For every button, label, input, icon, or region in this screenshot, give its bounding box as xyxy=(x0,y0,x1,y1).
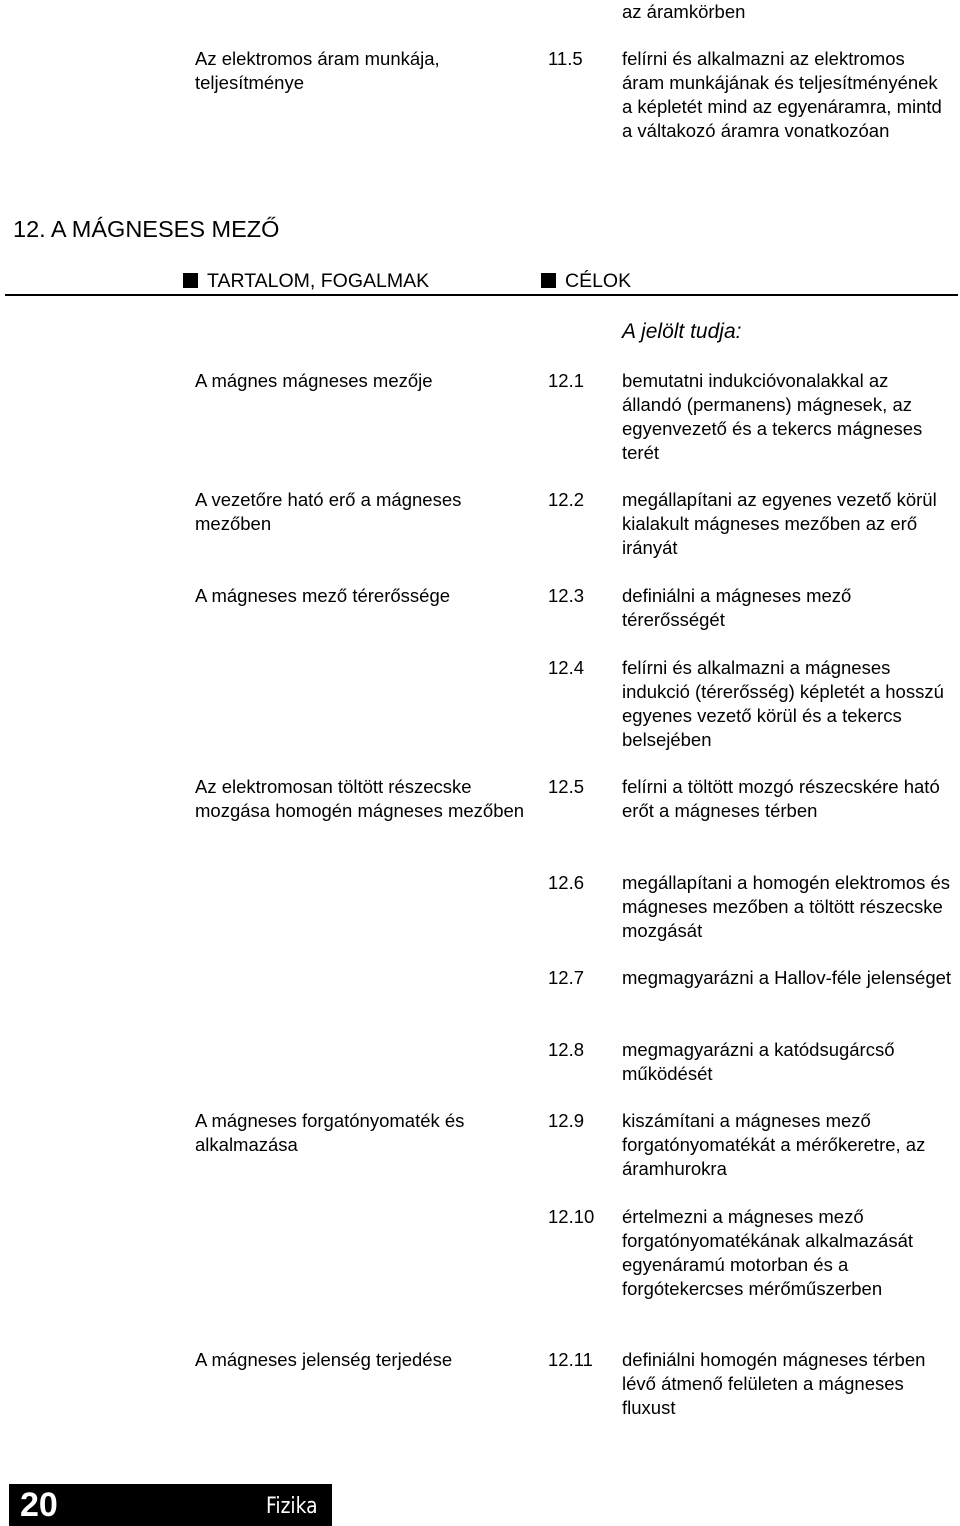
goal-text: megállapítani a homogén elektromos és mágneses mezőben a töltött részecske mozgását xyxy=(622,872,951,941)
goal-number: 12.6 xyxy=(548,872,585,893)
content-column-header xyxy=(183,268,429,294)
subject-label: Fizika xyxy=(266,1494,318,1519)
content-item: A mágnes mágneses mezője xyxy=(195,370,433,391)
square-bullet-icon xyxy=(183,273,198,288)
page-number: 20 xyxy=(20,1486,58,1524)
goal-text: értelmezni a mágneses mező forgatónyomatékának alkalmazását egyenáramú motorban és a forgótekercses mérőműszerben xyxy=(622,1206,914,1299)
candidate-subheading: A jelölt tudja: xyxy=(622,320,742,343)
goal-text: kiszámítani a mágneses mező forgatónyomatékát a mérőkeretre, az áramhurokra xyxy=(622,1110,926,1179)
goal-text: definiálni homogén mágneses térben lévő átmenő felületen a mágneses fluxust xyxy=(622,1349,926,1418)
goal-text: felírni a töltött mozgó részecskére ható erőt a mágneses térben xyxy=(622,776,940,821)
goal-number: 12.1 xyxy=(548,370,585,391)
header-divider xyxy=(5,294,958,296)
prev-goal-number: 11.5 xyxy=(548,48,583,69)
goal-text: bemutatni indukcióvonalakkal az állandó (permanens) mágnesek, az egyenvezető és a tekercs mágneses terét xyxy=(622,370,923,463)
goal-number: 12.11 xyxy=(548,1349,593,1370)
continued-goal-text: az áramkörben xyxy=(622,1,746,22)
prev-content-text: Az elektromos áram munkája, teljesítménye xyxy=(195,48,440,93)
content-item: A mágneses forgatónyomaték és alkalmazása xyxy=(195,1110,465,1155)
section-title: 12. A MÁGNESES MEZŐ xyxy=(13,216,280,242)
goal-number: 12.4 xyxy=(548,657,585,678)
content-item: A mágneses jelenség terjedése xyxy=(195,1349,453,1370)
content-item: Az elektromosan töltött részecske mozgása homogén mágneses mezőben xyxy=(195,776,525,821)
goal-number: 12.7 xyxy=(548,967,585,988)
goal-number: 12.3 xyxy=(548,585,585,606)
content-column-header-label: TARTALOM, FOGALMAK xyxy=(207,270,430,292)
content-item: A vezetőre ható erő a mágneses mezőben xyxy=(195,489,462,534)
content-item: A mágneses mező térerőssége xyxy=(195,585,451,606)
goal-number: 12.8 xyxy=(548,1039,585,1060)
goal-text: megmagyarázni a katódsugárcső működését xyxy=(622,1039,895,1084)
goal-text: megállapítani az egyenes vezető körül kialakult mágneses mezőben az erő irányát xyxy=(622,489,937,558)
goal-number: 12.5 xyxy=(548,776,585,797)
goal-number: 12.2 xyxy=(548,489,585,510)
goals-column-header-label: CÉLOK xyxy=(565,270,632,292)
goal-text: felírni és alkalmazni a mágneses indukció (térerősség) képletét a hosszú egyenes vezető körül és a tekercs belsejében xyxy=(622,657,944,750)
goals-column-header xyxy=(541,268,631,294)
goal-number: 12.10 xyxy=(548,1206,595,1227)
goal-number: 12.9 xyxy=(548,1110,585,1131)
goal-text: definiálni a mágneses mező térerősségét xyxy=(622,585,852,630)
prev-goal-text: felírni és alkalmazni az elektromos áram munkájának és teljesítményének a képletét mind az egyenáramra, mintd a váltakozó áramra vonatkozóan xyxy=(622,48,942,141)
square-bullet-icon xyxy=(541,273,556,288)
goal-text: megmagyarázni a Hallov-féle jelenséget xyxy=(622,967,952,988)
